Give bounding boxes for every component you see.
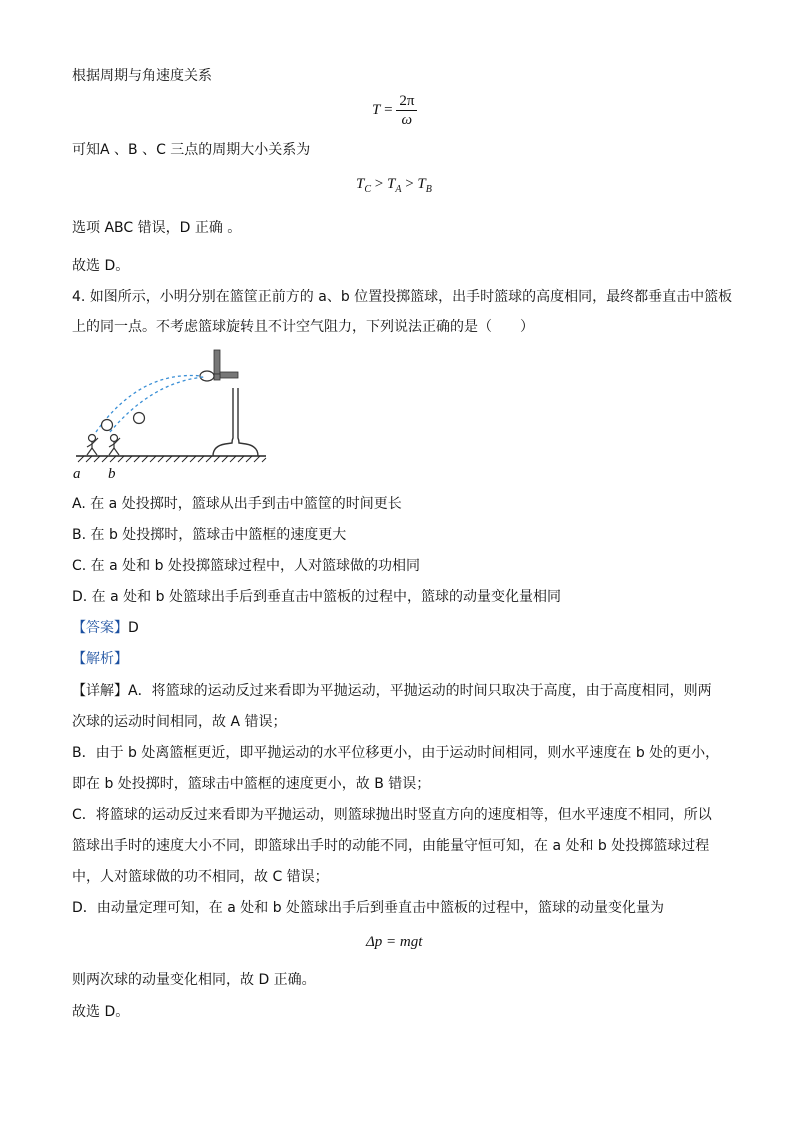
- analysis-line-1: 【详解】A．将篮球的运动反过来看即为平抛运动，平抛运动的时间只取决于高度，由于高度相同，则两: [72, 683, 712, 699]
- equals-sign: =: [380, 101, 397, 118]
- ball-a: [102, 420, 113, 431]
- period-b-sub: B: [425, 184, 432, 195]
- question-line-1: 4. 如图所示，小明分别在篮筐正前方的 a、b 位置投掷篮球，出手时篮球的高度相同，最终都垂直击中篮板: [72, 289, 733, 305]
- option-d: D. 在 a 处和 b 处篮球出手后到垂直击中篮板的过程中，篮球的动量变化量相同: [72, 589, 561, 605]
- period-a-sub: A: [395, 184, 402, 195]
- analysis-line-4: 即在 b 处投掷时，篮球击中篮框的速度更小，故 B 错误；: [72, 776, 431, 792]
- hoop-stand: [213, 388, 258, 456]
- period-b: T: [417, 176, 426, 192]
- answer-line: [72, 618, 139, 638]
- analysis-line-7: 中，人对篮球做的功不相同，故 C 错误；: [72, 869, 329, 885]
- choose-d-text: 故选 D。: [72, 258, 130, 274]
- gt-sign-2: >: [401, 176, 418, 192]
- intro-relation-text: 根据周期与角速度关系: [72, 68, 212, 84]
- answer-value: D: [128, 620, 139, 636]
- analysis-label: 【解析】: [72, 651, 128, 667]
- analysis-line-3: B．由于 b 处离篮框更近，即平抛运动的水平位移更小，由于运动时间相同，则水平速度在 b 处的更小，: [72, 745, 720, 761]
- option-b: B. 在 b 处投掷时，篮球击中篮框的速度更大: [72, 527, 347, 543]
- answer-label: 【答案】: [72, 620, 128, 636]
- backboard-lower: [214, 374, 220, 380]
- gt-sign-1: >: [371, 176, 387, 192]
- label-a: a: [73, 466, 81, 482]
- question-line-2: 上的同一点。不考虑篮球旋转且不计空气阻力，下列说法正确的是（ ）: [72, 319, 534, 335]
- momentum-formula: Δp = mgt: [366, 934, 423, 950]
- option-c: C. 在 a 处和 b 处投掷篮球过程中，人对篮球做的功相同: [72, 558, 420, 574]
- person-b: [109, 435, 120, 456]
- ground: [76, 456, 266, 462]
- intro-conclusion-text: 可知A 、B 、C 三点的周期大小关系为: [72, 142, 311, 158]
- period-symbol: T: [372, 101, 381, 118]
- person-a: [87, 435, 98, 456]
- period-order-formula: [356, 176, 432, 195]
- analysis-line-5: C．将篮球的运动反过来看即为平抛运动，则篮球抛出时竖直方向的速度相等，但水平速度不相同，所以: [72, 807, 712, 823]
- period-formula: [372, 92, 417, 129]
- abc-wrong-text: 选项 ABC 错误，D 正确 。: [72, 220, 242, 236]
- fraction: [396, 92, 417, 129]
- hoop: [200, 371, 214, 381]
- analysis-line-2: 次球的运动时间相同，故 A 错误；: [72, 714, 287, 730]
- ball-b: [134, 413, 145, 424]
- basketball-figure: [70, 344, 270, 484]
- analysis-line-8: D．由动量定理可知，在 a 处和 b 处篮球出手后到垂直击中篮板的过程中，篮球的动量变化量为: [72, 900, 665, 916]
- final-choose: 故选 D。: [72, 1004, 130, 1020]
- period-a: T: [386, 176, 396, 192]
- period-c-sub: C: [364, 184, 372, 195]
- fraction-denominator: ω: [401, 112, 413, 128]
- label-b: b: [108, 466, 116, 482]
- option-a: A. 在 a 处投掷时，篮球从出手到击中篮筐的时间更长: [72, 496, 402, 512]
- backboard: [214, 350, 220, 374]
- analysis-line-6: 篮球出手时的速度大小不同，即篮球出手时的动能不同，由能量守恒可知，在 a 处和 b 处投掷篮球过程: [72, 838, 710, 854]
- trajectory-b: [110, 377, 204, 432]
- backboard-arm: [220, 372, 238, 378]
- final-line: 则两次球的动量变化相同，故 D 正确。: [72, 972, 316, 988]
- fraction-numerator: 2π: [396, 92, 417, 111]
- period-c: T: [356, 176, 365, 192]
